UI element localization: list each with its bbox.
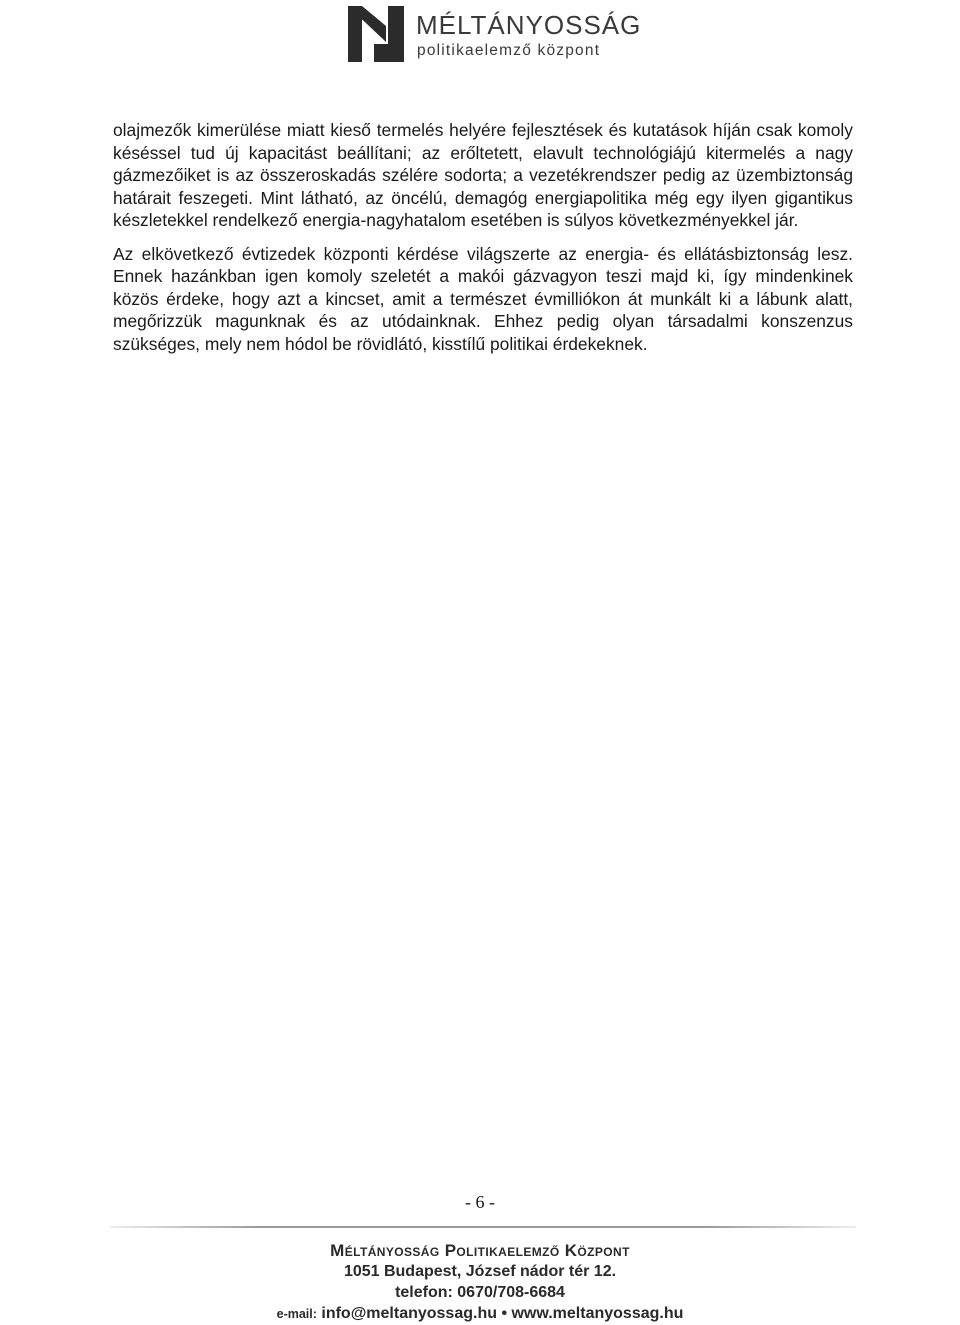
- footer-contact: [0, 1303, 960, 1325]
- brand-name: MÉLTÁNYOSSÁG: [416, 10, 642, 40]
- m-logo-icon: [346, 4, 406, 64]
- paragraph: olajmezők kimerülése miatt kieső termelés helyére fejlesztések és kutatások híján csak komoly késéssel tud új kapacitást beállítani; az erőltetett, elavult technológiájú kitermelés a nagy gázmezőiket is az összeroskadás szélére sodorta; a vezetékrendszer pedig az üzembiztonság határait feszegeti. Mint látható, az öncélú, demagóg energiapolitika még egy ilyen gigantikus készletekkel rendelkező energia-nagyhatalom esetében is súlyos következményekkel jár.: [113, 120, 853, 230]
- page-header: [346, 4, 642, 66]
- page-number: - 6 -: [465, 1192, 495, 1212]
- paragraph: Az elkövetkező évtizedek központi kérdése világszerte az energia- és ellátásbiztonság lesz. Ennek hazánkban igen komoly szeletét a makói gázvagyon teszi majd ki, így mindenkinek közös érdeke, hogy azt a kincset, amit a természet évmilliókon át munkált ki a lábunk alatt, megőrizzük magunknak és az utódainknak. Ehhez pedig olyan társadalmi konszenzus szükséges, mely nem hódol be rövidlátó, kisstílű politikai érdekeknek.: [113, 243, 853, 354]
- footer-divider: [110, 1226, 856, 1228]
- footer-phone: telefon: 0670/708-6684: [395, 1284, 565, 1301]
- document-body: [113, 119, 853, 355]
- footer-org-name: Méltányosság Politikaelemző Központ: [330, 1241, 630, 1260]
- footer-address: 1051 Budapest, József nádor tér 12.: [343, 1263, 617, 1280]
- page-footer: [0, 1240, 960, 1325]
- email-label: e-mail:: [276, 1307, 317, 1321]
- footer-contact-links[interactable]: info@meltanyossag.hu • www.meltanyossag.hu: [316, 1305, 684, 1322]
- brand-subtitle: politikaelemző központ: [417, 42, 601, 59]
